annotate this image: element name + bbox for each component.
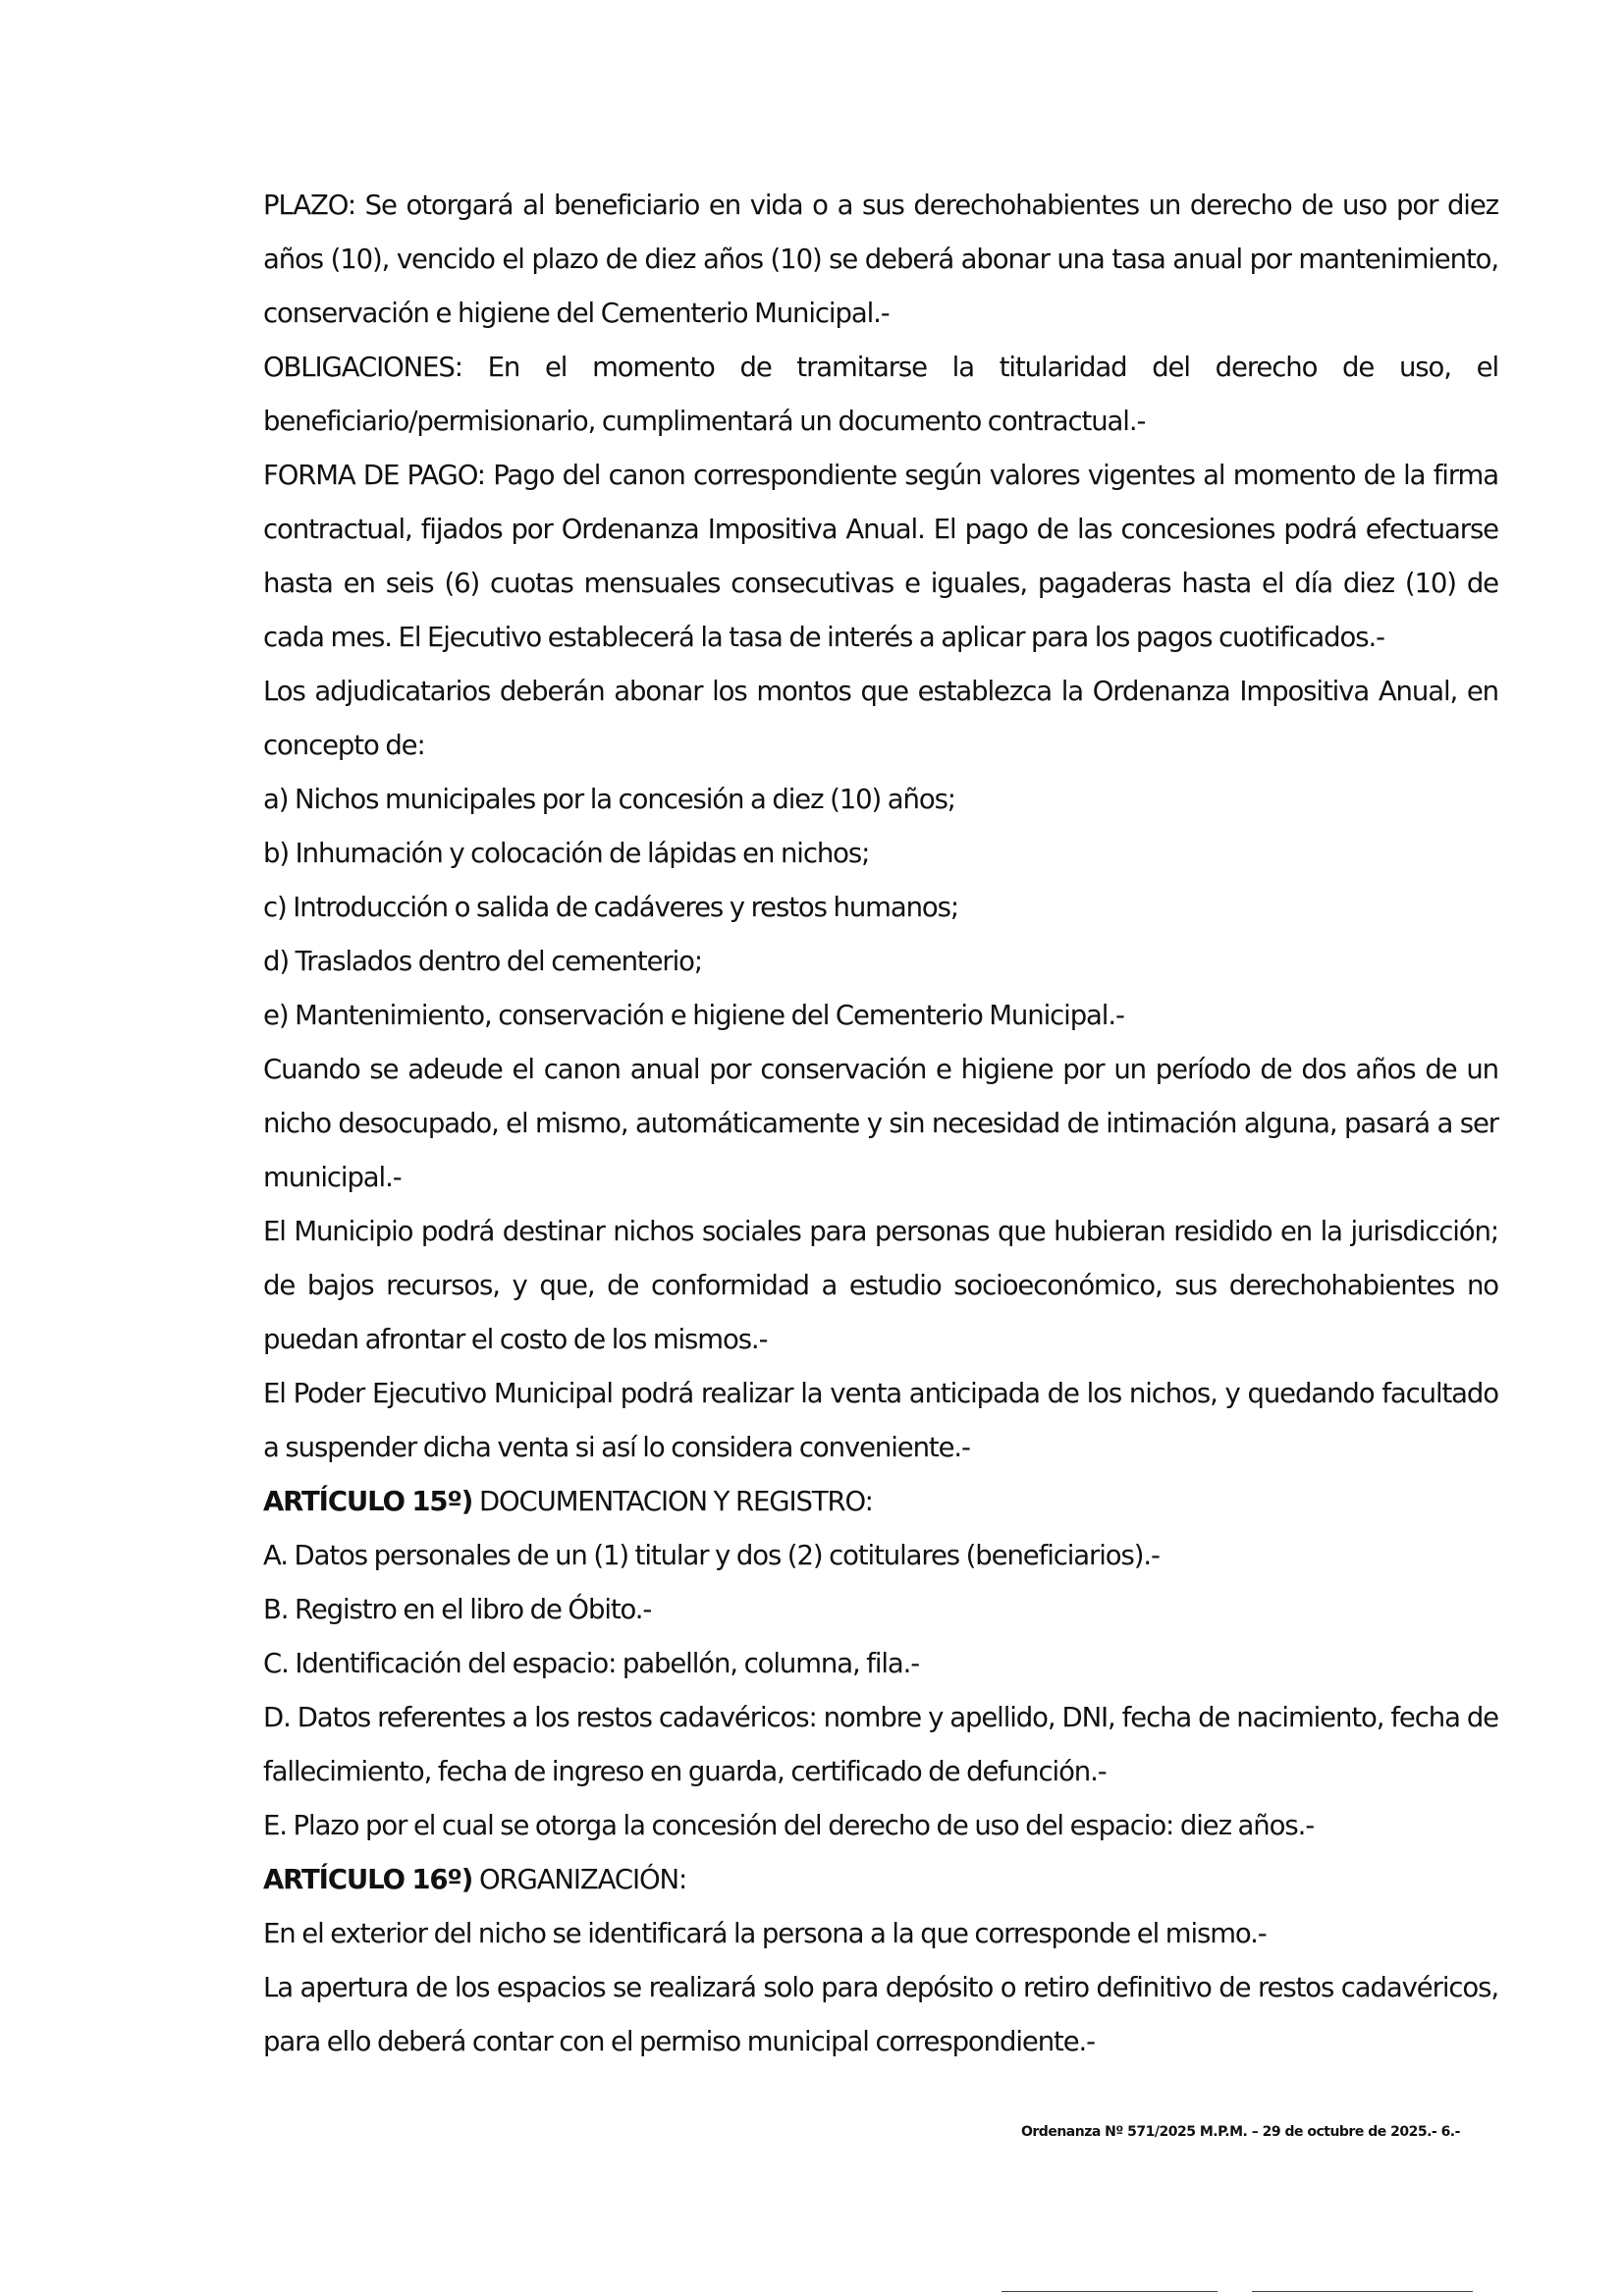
concept-item-a: a) Nichos municipales por la concesión a diez (10) años; [263,784,955,815]
article-16-item-2: La apertura de los espacios se realizará solo para depósito o retiro definitivo de restos cadavéricos, para ello deberá contar con el permiso municipal correspondiente.- [263,1972,1498,2057]
concept-item-b: b) Inhumación y colocación de lápidas en nichos; [263,838,870,869]
paragraph-obligaciones: OBLIGACIONES: En el momento de tramitarse la titularidad del derecho de uso, el beneficiario/permisionario, cumplimentará un documento contractual.- [263,352,1498,437]
concept-item-e: e) Mantenimiento, conservación e higiene del Cementerio Municipal.- [263,1000,1124,1031]
article-16-number: ARTÍCULO 16º) [263,1864,473,1895]
article-15-title: DOCUMENTACION Y REGISTRO: [478,1486,873,1517]
article-15-item-d: D. Datos referentes a los restos cadavéricos: nombre y apellido, DNI, fecha de nacimiento, fecha de fallecimiento, fecha de ingreso en guarda, certificado de defunción.- [263,1702,1498,1787]
concept-item-d: d) Traslados dentro del cementerio; [263,946,703,977]
article-16-item-1: En el exterior del nicho se identificará la persona a la que corresponde el mismo.- [263,1918,1267,1949]
article-15-item-b: B. Registro en el libro de Óbito.- [263,1594,652,1625]
article-15-item-e: E. Plazo por el cual se otorga la concesión del derecho de uso del espacio: diez años.- [263,1810,1315,1841]
article-15-heading [263,1475,1498,1529]
paragraph-deuda: Cuando se adeude el canon anual por conservación e higiene por un período de dos años de un nicho desocupado, el mismo, automáticamente y sin necesidad de intimación alguna, pasará a ser municipal.- [263,1054,1498,1193]
article-15-number: ARTÍCULO 15º) [263,1486,473,1517]
paragraph-plazo: PLAZO: Se otorgará al beneficiario en vida o a sus derechohabientes un derecho de uso por diez años (10), vencido el plazo de diez años (10) se deberá abonar una tasa anual por mantenimiento, conservación e higiene del Cementerio Municipal.- [263,190,1498,329]
page-footer: Ordenanza Nº 571/2025 M.P.M. – 29 de octubre de 2025.- 6.- [1021,2124,1460,2140]
paragraph-venta-anticipada: El Poder Ejecutivo Municipal podrá realizar la venta anticipada de los nichos, y quedando facultado a suspender dicha venta si así lo considera conveniente.- [263,1378,1498,1463]
article-16-title: ORGANIZACIÓN: [478,1864,687,1895]
scan-artifact-line [1252,2291,1473,2292]
article-16-heading [263,1853,1498,1907]
article-15-item-c: C. Identificación del espacio: pabellón, columna, fila.- [263,1648,920,1679]
concept-item-c: c) Introducción o salida de cadáveres y restos humanos; [263,892,959,923]
paragraph-adjudicatarios: Los adjudicatarios deberán abonar los montos que establezca la Ordenanza Impositiva Anual, en concepto de: [263,676,1498,761]
scan-artifact-line [1001,2291,1218,2292]
paragraph-forma-de-pago: FORMA DE PAGO: Pago del canon correspondiente según valores vigentes al momento de la firma contractual, fijados por Ordenanza Impositiva Anual. El pago de las concesiones podrá efectuarse hasta en seis (6) cuotas mensuales consecutivas e iguales, pagaderas hasta el día diez (10) de cada mes. El Ejecutivo establecerá la tasa de interés a aplicar para los pagos cuotificados.- [263,460,1498,653]
article-15-item-a: A. Datos personales de un (1) titular y dos (2) cotitulares (beneficiarios).- [263,1540,1160,1571]
document-body [263,179,1498,2069]
paragraph-nichos-sociales: El Municipio podrá destinar nichos sociales para personas que hubieran residido en la jurisdicción; de bajos recursos, y que, de conformidad a estudio socioeconómico, sus derechohabientes no puedan afrontar el costo de los mismos.- [263,1216,1498,1355]
